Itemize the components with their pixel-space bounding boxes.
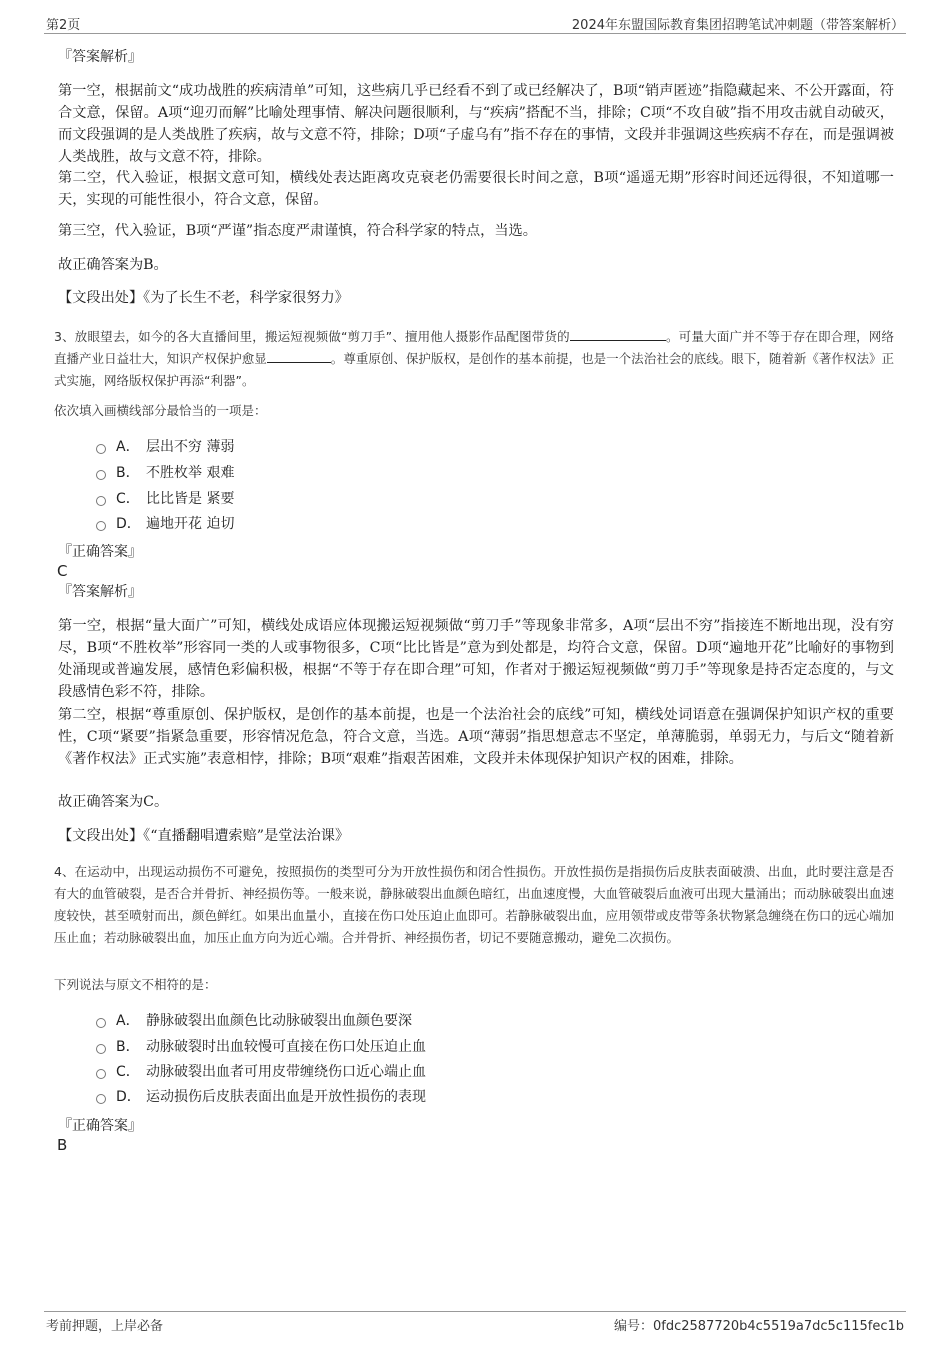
q4-option-a[interactable]: A． 静脉破裂出血颜色比动脉破裂出血颜色要深 <box>96 1012 412 1030</box>
page-header <box>44 13 906 34</box>
radio-icon[interactable] <box>96 470 106 480</box>
radio-icon[interactable] <box>96 1069 106 1079</box>
q4-instruction: 下列说法与原文不相符的是： <box>54 977 217 992</box>
radio-icon[interactable] <box>96 1094 106 1104</box>
q2-analysis-p2: 第二空，代入验证，根据文意可知，横线处表达距离攻克衰老仍需要很长时间之意，B项“遥遥无期”形容时间还远得很，不知道哪一天，实现的可能性很小，符合文意，保留。 <box>58 170 894 208</box>
q3-analysis-tag: 『答案解析』 <box>58 584 142 600</box>
q3-option-a[interactable]: A． 层出不穷 薄弱 <box>96 438 234 456</box>
q3-option-c-text: 比比皆是 紧要 <box>146 491 235 507</box>
q2-analysis-tag: 『答案解析』 <box>58 49 142 65</box>
q3-answer-tag: 『正确答案』 <box>58 544 142 560</box>
q3-stem <box>54 326 894 392</box>
q3-analysis-p1: 第一空，根据“量大面广”可知，横线处成语应体现搬运短视频做“剪刀手”等现象非常多，A项“层出不穷”指接连不断地出现，没有穷尽，B项“不胜枚举”形容同一类的人或事物很多，C项“比比皆是”意为到处都是，均符合文意，保留。D项“遍地开花”比喻好的事物到处涌现或普遍发展，感情色彩偏积极，根据“不等于存在即合理”可知，作者对于搬运短视频做“剪刀手”等现象是持否定态度的，与文段感情色彩不符，排除。 <box>58 618 894 700</box>
q3-answer: C <box>57 562 68 580</box>
radio-icon[interactable] <box>96 1044 106 1054</box>
q4-option-b-text: 动脉破裂时出血较慢可直接在伤口处压迫止血 <box>146 1039 426 1055</box>
q3-blank-1 <box>570 327 666 341</box>
q4-option-d[interactable]: D． 运动损伤后皮肤表面出血是开放性损伤的表现 <box>96 1088 426 1106</box>
q3-option-c[interactable]: C． 比比皆是 紧要 <box>96 490 234 508</box>
q4-answer-tag: 『正确答案』 <box>58 1118 142 1134</box>
q3-option-b[interactable]: B． 不胜枚举 艰难 <box>96 464 234 482</box>
radio-icon[interactable] <box>96 496 106 506</box>
q3-stem-part2: 。可量大面广并不等于存在即合理，网络直播产业日益壮大，知识产权保护愈显 <box>54 329 894 366</box>
q3-instruction: 依次填入画横线部分最恰当的一项是： <box>54 403 267 418</box>
q3-option-d[interactable]: D． 遍地开花 迫切 <box>96 515 234 533</box>
q4-option-c-text: 动脉破裂出血者可用皮带缠绕伤口近心端止血 <box>146 1064 426 1080</box>
page-number: 第2页 <box>46 18 81 33</box>
q3-option-b-text: 不胜枚举 艰难 <box>146 465 235 481</box>
q3-option-a-text: 层出不穷 薄弱 <box>146 439 235 455</box>
radio-icon[interactable] <box>96 521 106 531</box>
q3-stem-part1: 3、放眼望去，如今的各大直播间里，搬运短视频做“剪刀手”、擅用他人摄影作品配图带货的 <box>54 329 570 344</box>
page-footer <box>44 1311 906 1332</box>
q3-source: 【文段出处】《“直播翻唱遭索赔”是堂法治课》 <box>58 828 350 844</box>
document-code: 编号：0fdc2587720b4c5519a7dc5c115fec1b <box>613 1319 904 1334</box>
radio-icon[interactable] <box>96 1018 106 1028</box>
q4-answer: B <box>57 1136 68 1154</box>
radio-icon[interactable] <box>96 444 106 454</box>
q3-conclusion: 故正确答案为C。 <box>58 794 169 810</box>
q3-option-d-text: 遍地开花 迫切 <box>146 516 235 532</box>
q4-stem: 4、在运动中，出现运动损伤不可避免，按照损伤的类型可分为开放性损伤和闭合性损伤。开放性损伤是指损伤后皮肤表面破溃、出血，此时要注意是否有大的血管破裂，是否合并骨折、神经损伤等。一般来说，静脉破裂出血颜色暗红，出血速度慢，大血管破裂后血液可出现大量涌出；而动脉破裂出血速度较快，甚至喷射而出，颜色鲜红。如果出血量小，直接在伤口处压迫止血即可。若静脉破裂出血，应用领带或皮带等条状物紧急缠绕在伤口的远心端加压止血；若动脉破裂出血，加压止血方向为近心端。合并骨折、神经损伤者，切记不要随意搬动，避免二次损伤。 <box>54 864 894 945</box>
q4-option-c[interactable]: C． 动脉破裂出血者可用皮带缠绕伤口近心端止血 <box>96 1063 426 1081</box>
footer-slogan: 考前押题，上岸必备 <box>46 1319 164 1334</box>
q4-option-d-text: 运动损伤后皮肤表面出血是开放性损伤的表现 <box>146 1089 426 1105</box>
q3-stem-part3: 。尊重原创、保护版权，是创作的基本前提，也是一个法治社会的底线。眼下，随着新《著作权法》正式实施，网络版权保护再添“利器”。 <box>54 351 894 388</box>
q2-analysis-p3: 第三空，代入验证，B项“严谨”指态度严肃谨慎，符合科学家的特点，当选。 <box>58 223 537 239</box>
q4-option-b[interactable]: B． 动脉破裂时出血较慢可直接在伤口处压迫止血 <box>96 1038 426 1056</box>
document-title: 2024年东盟国际教育集团招聘笔试冲刺题（带答案解析） <box>571 18 904 33</box>
q4-option-a-text: 静脉破裂出血颜色比动脉破裂出血颜色要深 <box>146 1013 412 1029</box>
q3-blank-2 <box>267 349 331 363</box>
q2-analysis-p1: 第一空，根据前文“成功战胜的疾病清单”可知，这些病几乎已经看不到了或已经解决了，B项“销声匿迹”指隐藏起来、不公开露面，符合文意，保留。A项“迎刃而解”比喻处理事情、解决问题很顺利，与“疾病”搭配不当，排除；C项“不攻自破”指不用攻击就自动破灭，而文段强调的是人类战胜了疾病，故与文意不符，排除；D项“子虚乌有”指不存在的事情，文段并非强调这些疾病不存在，而是强调被人类战胜，故与文意不符，排除。 <box>58 83 894 165</box>
q2-conclusion: 故正确答案为B。 <box>58 257 168 273</box>
q3-analysis-p2: 第二空，根据“尊重原创、保护版权，是创作的基本前提，也是一个法治社会的底线”可知，横线处词语意在强调保护知识产权的重要性，C项“紧要”指紧急重要，形容情况危急，符合文意，当选。A项“薄弱”指思想意志不坚定，单薄脆弱，单弱无力，与后文“随着新《著作权法》正式实施”表意相悖，排除；B项“艰难”指艰苦困难，文段并未体现保护知识产权的困难，排除。 <box>58 707 894 767</box>
q2-source: 【文段出处】《为了长生不老，科学家很努力》 <box>58 290 349 306</box>
